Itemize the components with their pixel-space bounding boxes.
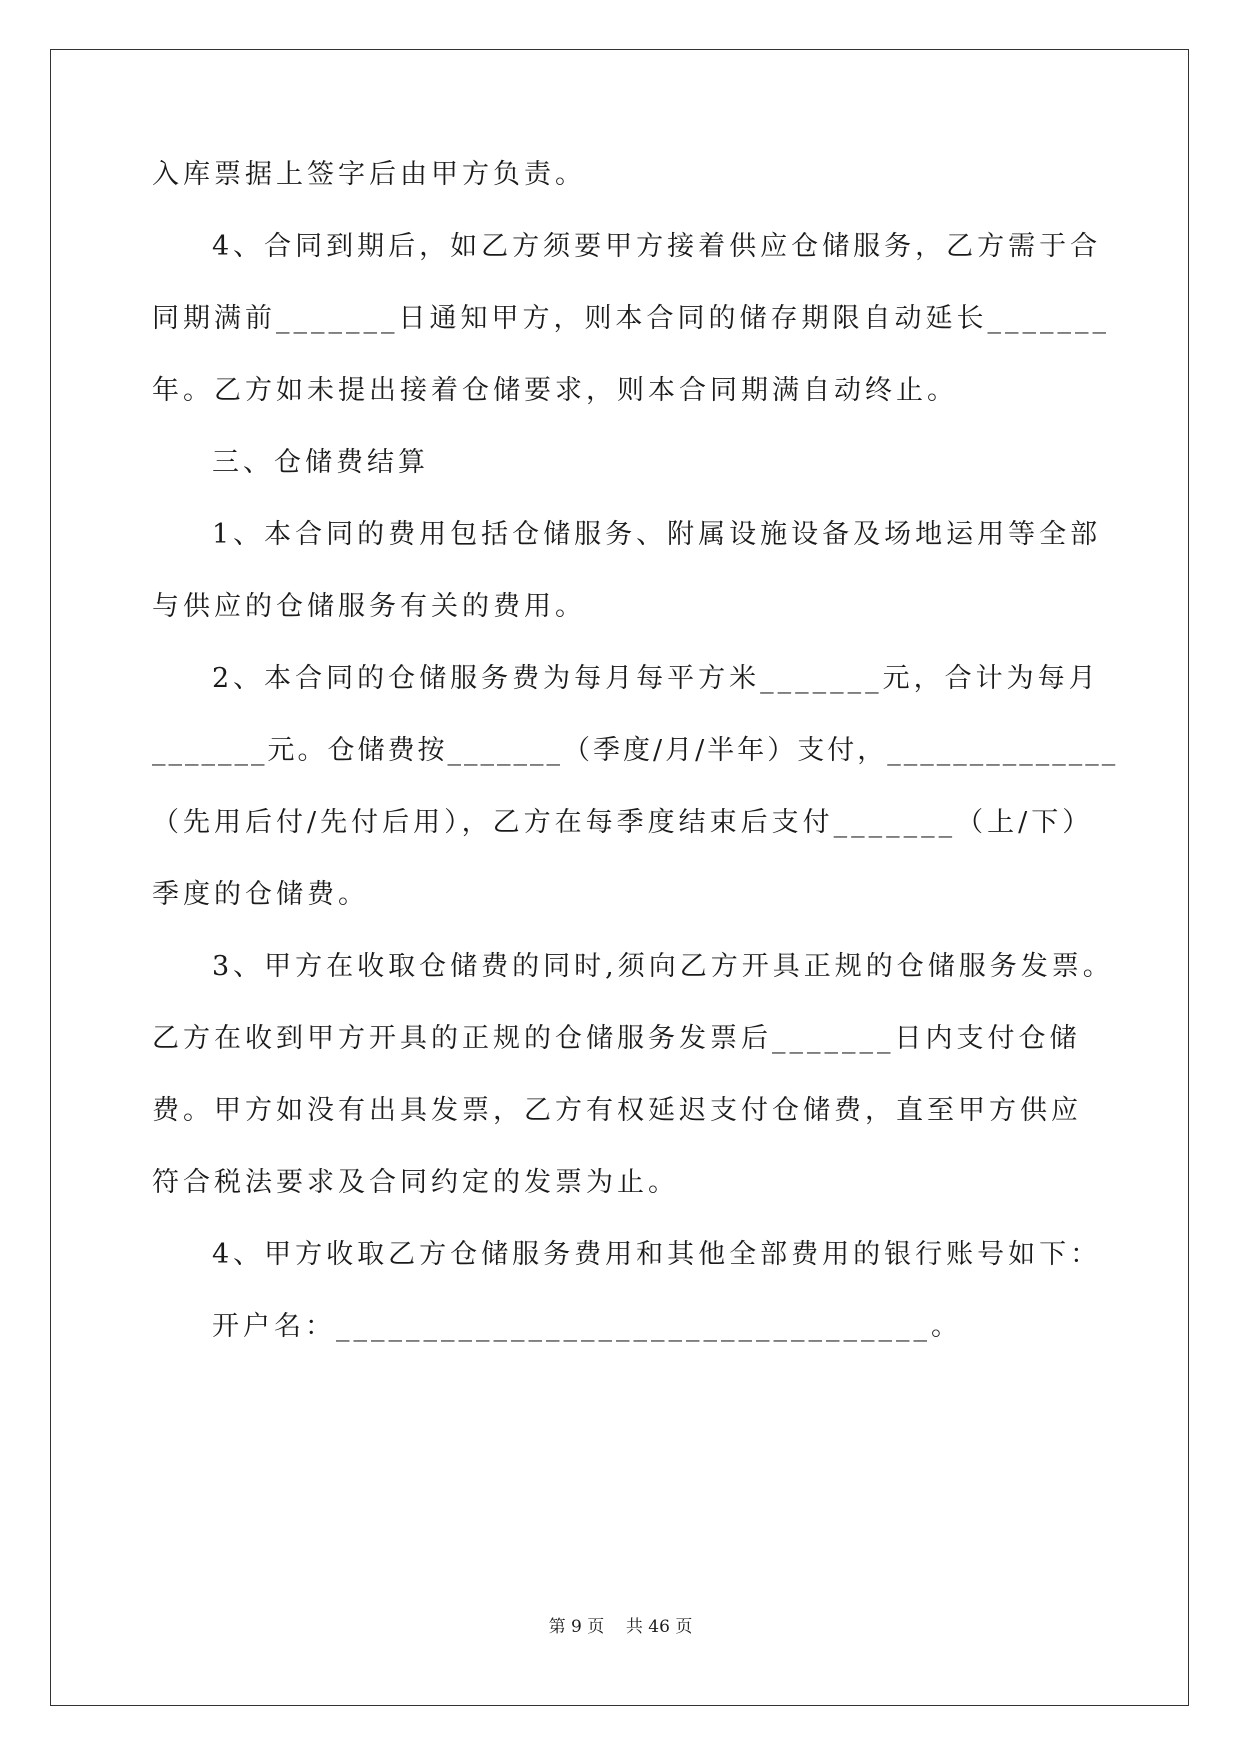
text-line-11: 季度的仓储费。 [152, 879, 369, 910]
text-line-16: 4、甲方收取乙方仓储服务费用和其他全部费用的银行账号如下： [212, 1239, 1102, 1270]
text-line-2: 4、合同到期后，如乙方须要甲方接着供应仓储服务，乙方需于合 [212, 231, 1102, 262]
text-line-8: 2、本合同的仓储服务费为每月每平方米_______元，合计为每月 [212, 663, 1100, 694]
account-name-line: 开户名：__________________________________。 [212, 1311, 962, 1342]
text-line-14: 费。甲方如没有出具发票，乙方有权延迟支付仓储费，直至甲方供应 [152, 1095, 1082, 1126]
text-line-12: 3、甲方在收取仓储费的同时,须向乙方开具正规的仓储服务发票。 [212, 951, 1114, 982]
page-number: 第 9 页 共 46 页 [548, 1617, 693, 1637]
text-line-4: 年。乙方如未提出接着仓储要求，则本合同期满自动终止。 [152, 375, 958, 406]
text-line-10: （先用后付/先付后用），乙方在每季度结束后支付_______（上/下） [152, 807, 1094, 838]
text-line-7: 与供应的仓储服务有关的费用。 [152, 591, 586, 622]
text-line-3: 同期满前_______日通知甲方，则本合同的储存期限自动延长_______ [152, 303, 1110, 334]
section-heading: 三、仓储费结算 [212, 447, 429, 478]
text-line-1: 入库票据上签字后由甲方负责。 [152, 159, 586, 190]
page-border [50, 49, 1189, 1706]
text-line-9: _______元。仓储费按_______（季度/月/半年）支付，______________ [152, 735, 1119, 766]
text-line-6: 1、本合同的费用包括仓储服务、附属设施设备及场地运用等全部 [212, 519, 1102, 550]
text-line-13: 乙方在收到甲方开具的正规的仓储服务发票后_______日内支付仓储 [152, 1023, 1081, 1054]
text-line-15: 符合税法要求及合同约定的发票为止。 [152, 1167, 679, 1198]
